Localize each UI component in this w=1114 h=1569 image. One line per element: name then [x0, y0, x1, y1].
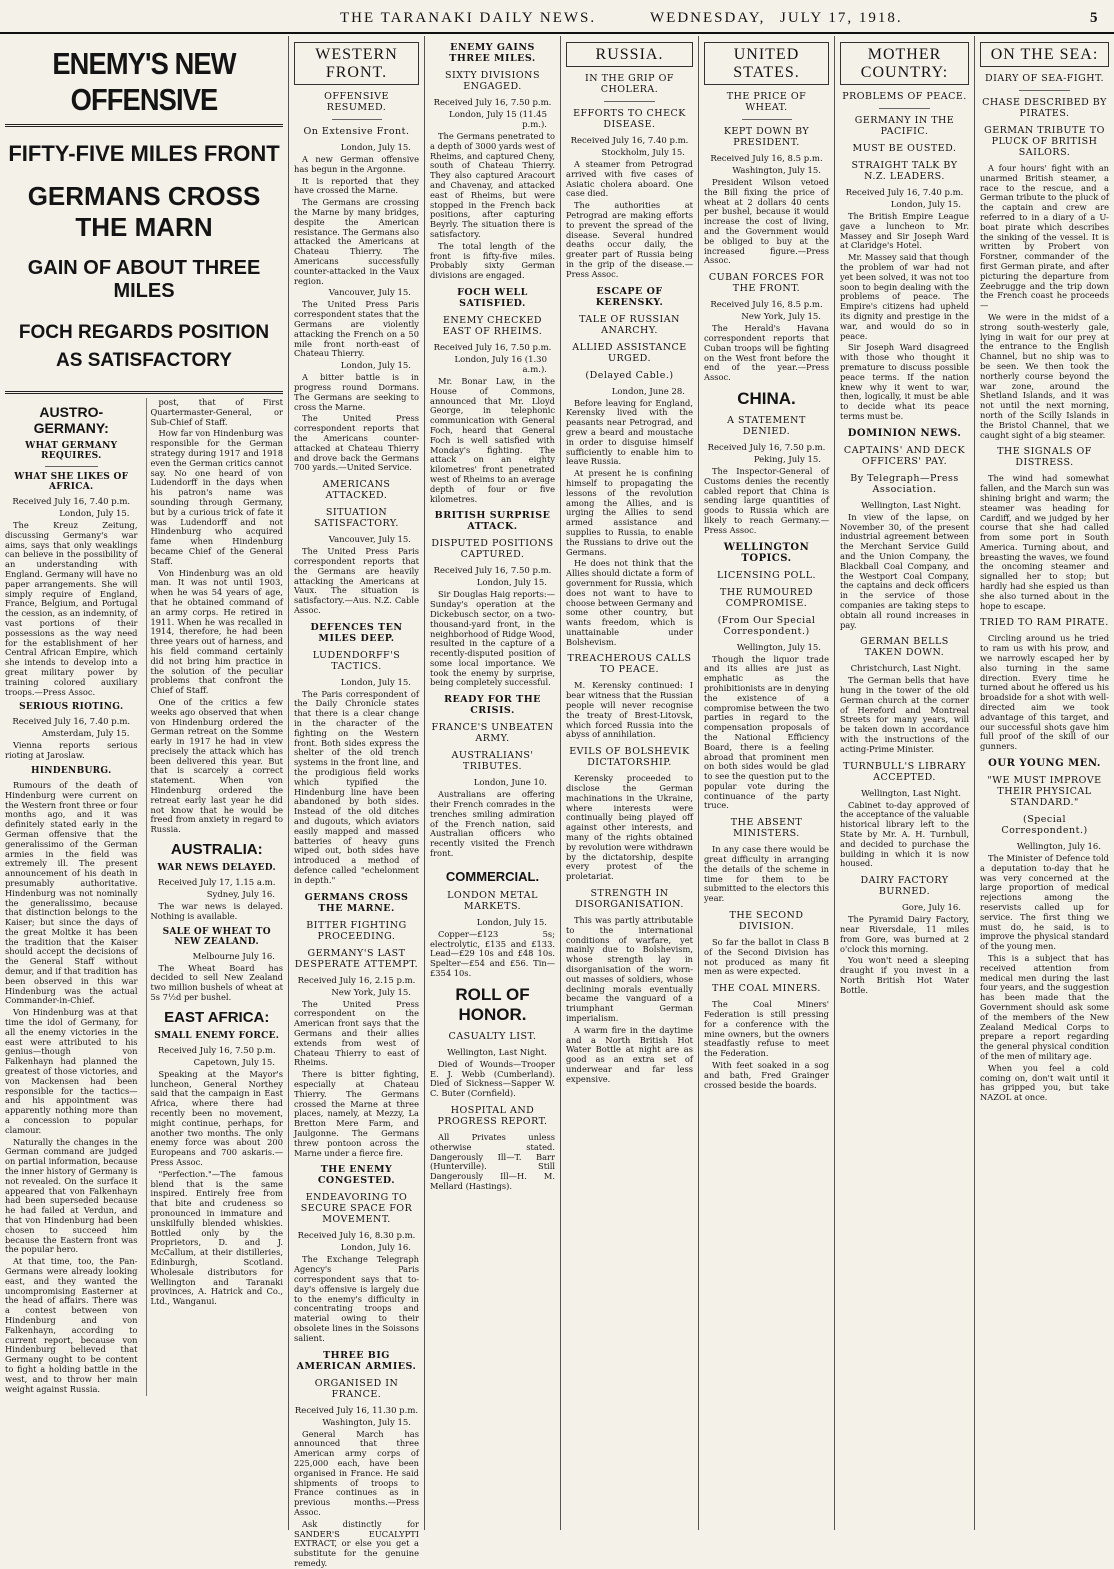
russia-s11: STRENGTH IN DISORGANISATION.	[575, 888, 684, 911]
china-title: CHINA.	[737, 388, 796, 408]
sea-p2: We were in the midst of a strong south-westerly gale, lying in wait for our prey at the entrance to the English Channel, but no ship was to be seen. We then took the northerly course beyond the war zone, around the Shetland Islands, and it was not until the next morning, north of the Scilly Islands in the Bristol Channel, that we caught sight of a big steamer.	[980, 311, 1109, 440]
western-s12: THREE BIG AMERICAN ARMIES.	[296, 1349, 417, 1372]
western-s9: GERMANY'S LAST DESPERATE ATTEMPT.	[294, 947, 419, 970]
russia-s6: (Delayed Cable.)	[585, 369, 674, 381]
coal-miners-head: THE COAL MINERS.	[712, 983, 821, 995]
compromise-head: THE RUMOURED COMPROMISE.	[720, 586, 813, 609]
second-division-head: THE SECOND DIVISION.	[729, 910, 804, 933]
war-news-date: Received July 17, 1.15 a.m.	[158, 878, 276, 889]
riot-head: SERIOUS RIOTING.	[19, 702, 124, 713]
sea-p8: The Minister of Defence told a deputation to-day that he was very concerned at the large proportion of medical rejections among the reservists called up for service. The first thing we must do, he said, is to improve the physical standard of the young men.	[980, 853, 1109, 952]
mother-s4: STRAIGHT TALK BY N.Z. LEADERS.	[851, 160, 958, 182]
russia-p2: The authorities at Petrograd are making efforts to prevent the spread of the disease. Several hundred deaths occur daily, the greater part of Russia being in the grip of the disease.—Press Assoc.	[566, 200, 693, 279]
us-place: Washington, July 15.	[732, 166, 821, 176]
sea-p5: Circling around us he tried to ram us with his prow, and we narrowly escaped her by also turning in the same direction. Every time he turned about he offered us his broadside for a shot with well-directed aim we took advantage of this target, and our successful shots gave him full proof of the skill of our gunners.	[980, 633, 1109, 752]
dairy-factory-place: Gore, July 16.	[901, 903, 961, 914]
war-news-head: WAR NEWS DELAYED.	[157, 863, 276, 874]
hospital-report-head: HOSPITAL AND PROGRESS REPORT.	[437, 1105, 548, 1128]
western-s1: OFFENSIVE RESUMED.	[324, 91, 389, 113]
masthead	[0, 0, 1114, 34]
hot-water-bottle-ad: A warm fire in the daytime and a North British Hot Water Bottle at night are as good as an extra set of underwear and far less expensive.	[566, 1024, 693, 1084]
australia-title: AUSTRALIA:	[170, 841, 263, 859]
russia-s5: ALLIED ASSISTANCE URGED.	[572, 341, 687, 364]
western-date13: Received July 16, 11.30 p.m.	[294, 1405, 419, 1416]
austro-title: AUSTRO-GERMANY:	[33, 404, 109, 436]
mother-s2: GERMANY IN THE PACIFIC.	[854, 115, 955, 137]
enemy-s5: DISPUTED POSITIONS CAPTURED.	[431, 538, 554, 561]
enemy-s1: SIXTY DIVISIONS ENGAGED.	[444, 70, 540, 92]
western-p9: The United Press correspondent on the American front says that the Germans and their allies extends from west of Chateau Thierry to east of Rheims.	[294, 998, 419, 1068]
mother-p7: In view of the lapse, on November 30, of the present industrial agreement between the Merchant Service Guild and the Union Company, the Blackball Coal Company, and the Westport Coal Company, the captains and deck officers in the service of those companies are taking steps to obtain all round increases in pay.	[840, 511, 969, 630]
enemy-p1: The Germans penetrated to a depth of 3000 yards west of Rheims, and captured Cheny, south of Chateau Thierry. They also captured Aracourt and Chavenay, and attacked east of Rheims, but were stopped in the French back positions, after capturing Beyrly. The situation there is satisfactory.	[430, 131, 556, 239]
physical-standard-head: "WE MUST IMPROVE THEIR PHYSICAL STANDARD."	[987, 775, 1102, 809]
captains-pay-head: CAPTAINS' AND DECK OFFICERS' PAY.	[843, 444, 966, 467]
east-africa-sub: SMALL ENEMY FORCE.	[154, 1030, 280, 1041]
china-date: Received July 16, 7.50 p.m.	[707, 442, 826, 453]
us-s3: CUBAN FORCES FOR THE FRONT.	[708, 272, 825, 295]
western-p6: The United Press correspondent reports that the Americans counter-attacked at Chateau Thierry and drove back the Germans 700 yards.—United Service.	[294, 413, 419, 473]
western-s4: SITUATION SATISFACTORY.	[314, 507, 399, 530]
austro2-p3: Von Hindenburg was an old man. It was not until 1903, when he was 54 years of age, that he obtained command of an army corps. He retired in 1911. When he was recalled in 1914, therefore, he had been three years out of harness, and his field command certainly did not bring him practice in the solution of the peculiar problems that confront the Chief of Staff.	[150, 567, 283, 696]
western-place11: London, July 16.	[340, 1243, 411, 1254]
sea-s2: CHASE DESCRIBED BY PIRATES.	[982, 97, 1107, 119]
russia-place6: London, June 28.	[611, 386, 685, 397]
enemy-s6: READY FOR THE CRISIS.	[444, 694, 541, 717]
wheat-sale-place: Melbourne July 16.	[192, 951, 275, 962]
western-p5: A bitter battle is in progress round Dormans. The Germans are seeking to cross the Marne.	[294, 372, 419, 412]
lead-headline-4: GAIN OF ABOUT THREE MILES	[27, 257, 261, 302]
austro-place: London, July 15.	[59, 509, 130, 519]
licensing-poll-head: LICENSING POLL.	[716, 569, 817, 581]
east-africa-place: Capetown, July 15.	[193, 1057, 275, 1068]
china-sub: A STATEMENT DENIED.	[727, 414, 806, 437]
enemy-p8: Australians are offering their French comrades in the trenches smiling admiration of the French nation, said Australian officers who recently visited the French front.	[430, 789, 555, 859]
western-p8: The Paris correspondent of the Daily Chronicle states that there is a clear change in the character of the fighting on the Western front. Both sides express the shelter of the old trench systems in the front line, and the prodigious field works which typified the Hindenburg line have been abandoned by both sides. Instead of the old ditches and dugouts, which aviators easily mapped and massed batteries of heavy guns wiped out, both sides have introduced a method of defence called "echelonment in depth."	[294, 688, 419, 885]
on-the-sea-column	[974, 36, 1114, 1530]
enemy-title: ENEMY GAINS THREE MILES.	[449, 42, 536, 64]
sanders-ad: Ask distinctly for SANDER'S EUCALYPTI EXTRACT, or else you get a substitute for the genuine remedy.	[294, 1518, 419, 1568]
sea-title: ON THE SEA:	[980, 42, 1109, 67]
casualty-list-p: Died of Wounds—Trooper E. J. Webb (Cumberland). Died of Sickness—Sapper W. C. Buter (Cornfield).	[430, 1058, 555, 1099]
enemy-place: London, July 15 (11.45 p.m.).	[449, 110, 547, 130]
by-telegraph: By Telegraph—Press Association.	[850, 472, 959, 495]
lead-headline-3: GERMANS CROSS THE MARN	[27, 181, 261, 242]
hind-p3: Naturally the changes in the German command are judged on partial information, because the inner history of Germany is not revealed. On the surface it appeared that von Falkenhayn had been superseded because he had failed at Verdun, and that von Hindenburg had been chosen to succeed him because the Eastern front was the popular hero.	[5, 1136, 138, 1255]
turnbull-library-place: Wellington, Last Night.	[861, 788, 961, 799]
coal-miners-p: The Coal Miners' Federation is still pressing for a conference with the mine owners, but the owners steadfastly refuse to meet the Federation.	[704, 999, 829, 1059]
us-date3: Received July 16, 8.5 p.m.	[710, 300, 823, 311]
german-bells-p: The German bells that have hung in the tower of the old German church at the corner of Hereford and Montreal Streets for many years, will be taken down in accordance with the instructions of the acting-Prime Minister.	[840, 675, 969, 754]
riot-p: Vienna reports serious rioting at Jaroslaw.	[5, 740, 138, 761]
western-p3: The Germans are crossing the Marne by many bridges, despite the American resistance. The Germans also attacked the Americans at Chateau Thierry. The Americans successfully counter-attacked in the Vaux region.	[294, 197, 419, 286]
enemy-date: Received July 16, 7.50 p.m.	[433, 98, 552, 108]
us-p13: With feet soaked in a sog and bath, Fred Grainger crossed beside the boards.	[704, 1060, 829, 1090]
russia-p7: At present he is confining himself to propagating the lessons of the revolution among the Allies, and is urging the Allies to send armed assistance and supplies to Russia, to enable the Russians to drive out the Germans.	[566, 468, 693, 557]
enemy-s3: ENEMY CHECKED EAST OF RHEIMS.	[442, 314, 543, 337]
east-africa-p: Speaking at the Mayor's luncheon, General Northey said that the campaign in East Africa, where there had recently been no movement, might continue, perhaps, for another two months. The only enemy force was about 200 Europeans and 700 askaris.—Press Assoc.	[150, 1068, 283, 1168]
lead-headline-1: ENEMY'S NEW OFFENSIVE	[52, 46, 236, 117]
masthead-date: JULY 17, 1918.	[780, 10, 903, 26]
special-correspondent: (From Our Special Correspondent.)	[717, 614, 816, 637]
western-place3: London, July 15.	[340, 361, 411, 372]
hind-p4: At that time, too, the Pan-Germans were already looking east, and they wanted the uncompromising Easterner at the head of affairs. There was a contest between von Hindenburg and von Falkenhayn, according to current report, because von Hindenburg believed that Germany ought to be content to fight a holding battle in the west, and to throw her main weight against Russia.	[5, 1256, 138, 1394]
us-s1: THE PRICE OF WHEAT.	[726, 91, 807, 113]
mother-s1: PROBLEMS OF PEACE.	[842, 91, 967, 102]
mother-place7: Wellington, Last Night.	[861, 500, 961, 511]
absent-ministers-head: THE ABSENT MINISTERS.	[730, 817, 803, 840]
austro2-p2: How far von Hindenburg was responsible for the German strategy during 1917 and 1918 even the German critics cannot say. No one heard of von Ludendorff in the days when his patron's name was sounding through Germany, but by a curious trick of fate it was Ludendorff and not Hindenburg who acquired fame when Hindenburg became Chief of the General Staff.	[150, 428, 283, 566]
western-p4: The United Press Paris correspondent states that the Germans are violently attacking the French on a 50 mile front north-east of Chateau Thierry.	[294, 299, 419, 359]
masthead-day: WEDNESDAY,	[650, 10, 766, 26]
russia-s10: EVILS OF BOLSHEVIK DICTATORSHIP.	[569, 746, 690, 769]
lead-headline-2: FIFTY-FIVE MILES FRONT	[8, 141, 280, 166]
wheat-sale-p: The Wheat Board has decided to sell New Zealand two million bushels of wheat at 5s 7½d per bushel.	[150, 962, 283, 1003]
mother-p2: Mr. Massey said that though the problem of war had not yet been solved, it was not too soon to begin dealing with the problems of peace. The Empire's citizens had upheld its dignity and prestige in the war, and would do so in peace.	[840, 252, 969, 341]
western-p7: The United Press Paris correspondent reports that the Germans are heavily attacking the Americans at Vaux. The situation is satisfactory.—Aus. N.Z. Cable Assoc.	[294, 546, 419, 615]
enemy-s8: AUSTRALIANS' TRIBUTES.	[451, 750, 534, 773]
russia-column	[560, 36, 698, 1530]
us-s2: KEPT DOWN BY PRESIDENT.	[723, 126, 810, 148]
sea-s1: DIARY OF SEA-FIGHT.	[985, 73, 1104, 84]
whisky-ad: "Perfection."—The famous blend that is the same inspired. Entirely free from that bite and crudeness so pronounced in immature and unskilfully blended whiskies. Bottled only by the Proprietors, D. and J. McCallum, at their distilleries, Edinburgh, Scotland. Wholesale distributors for Wellington and Taranaki provinces, A. Hatrick and Co., Ltd., Wanganui.	[150, 1168, 283, 1307]
distress-head: THE SIGNALS OF DISTRESS.	[997, 446, 1092, 469]
german-bells-head: GERMAN BELLS TAKEN DOWN.	[860, 636, 949, 659]
western-s5: DEFENCES TEN MILES DEEP.	[310, 621, 403, 644]
russia-title: RUSSIA.	[566, 42, 693, 67]
us-date: Received July 16, 8.5 p.m.	[710, 154, 823, 164]
mother-country-column	[834, 36, 974, 1530]
commercial-title: COMMERCIAL.	[445, 868, 540, 884]
western-date11: Received July 16, 8.30 p.m.	[297, 1231, 416, 1242]
western-place2: Vancouver, July 15.	[328, 288, 411, 299]
western-front-column	[288, 36, 424, 1568]
east-africa-date: Received July 16, 7.50 p.m.	[157, 1045, 276, 1056]
russia-p6: Before leaving for England, Kerensky lived with the peasants near Petrograd, and grew a beard and moustache in order to disguise himself sufficiently to enable him to leave Russia.	[566, 397, 693, 467]
united-states-column	[698, 36, 834, 1530]
young-men-title: OUR YOUNG MEN.	[988, 758, 1101, 770]
austro-article-cont	[146, 398, 284, 1396]
metal-markets-p: Copper—£123 5s; electrolytic, £135 and £133. Lead—£29 10s and £48 10s. Spelter—£54 and £56. Tin—£354 10s.	[430, 928, 555, 979]
casualty-list-head: CASUALTY LIST.	[448, 1030, 537, 1042]
western-title: WESTERN FRONT.	[294, 42, 419, 85]
war-news-place: Sydney, July 16.	[206, 890, 275, 901]
enemy-s4: BRITISH SURPRISE ATTACK.	[434, 510, 551, 533]
austro2-p4: One of the critics a few weeks ago observed that when von Hindenburg ordered the German retreat on the Somme early in 1917 he had in view precisely the attack which has been delivered this year. But that is scarcely a correct statement. When von Hindenburg ordered the retreat early last year he did not know that he would be freed from anxiety in regard to Russia.	[150, 696, 283, 835]
western-s6: LUDENDORFF'S TACTICS.	[312, 649, 401, 672]
dairy-factory-head: DAIRY FACTORY BURNED.	[860, 875, 949, 898]
austro2-p1: post, that of First Quartermaster-General, or Sub-Chief of Staff.	[150, 397, 283, 427]
enemy-place3: London, July 16 (1.30 a.m.).	[454, 354, 547, 375]
austro-article	[5, 398, 138, 1396]
enemy-s7: FRANCE'S UNBEATEN ARMY.	[431, 722, 554, 745]
china-place: Peking, July 15.	[753, 454, 821, 465]
mother-p3: Sir Joseph Ward disagreed with those who thought it premature to discuss possible peace terms. If the nation knew why it went to war, then, logically, it must be able to decide what its peace terms must be.	[840, 342, 969, 421]
casualty-list-place: Wellington, Last Night.	[447, 1047, 547, 1058]
mother-title: MOTHER COUNTRY:	[840, 42, 969, 85]
western-place9: New York, July 15.	[331, 987, 411, 998]
sea-p1: A four hours' fight with an unarmed British steamer, a race to the rescue, and a German tribute to the pluck of the captain and crew are referred to in a diary of a U-boat pirate which describes the sinking of the vessel. It is written by Probert von Forstner, commander of the first German pirate, and after picturing the departure from Zeebrugge and the trip down the French coast he proceeds—	[980, 163, 1109, 311]
russia-s3: ESCAPE OF KERENSKY.	[595, 285, 664, 308]
enemy-p2: The total length of the front is fifty-five miles. Probably sixty German divisions are engaged.	[430, 240, 555, 281]
russia-date: Received July 16, 7.40 p.m.	[570, 136, 689, 146]
western-place1: London, July 15.	[340, 143, 411, 153]
western-place4: Vancouver, July 15.	[328, 535, 411, 546]
us-p1: President Wilson vetoed the Bill fixing the price of wheat at 2 dollars 40 cents per bushel, because it would increase the cost of living, and the Government would be obliged to buy at the increased figure.—Press Assoc.	[704, 177, 829, 266]
riot-date: Received July 16, 7.40 p.m.	[12, 717, 131, 728]
russia-s1: IN THE GRIP OF CHOLERA.	[585, 73, 674, 95]
riot-place: Amsterdam, July 15.	[41, 729, 130, 740]
western-s7: GERMANS CROSS THE MARNE.	[304, 891, 409, 914]
sea-place8: Wellington, July 16.	[1016, 842, 1101, 853]
russia-place: Stockholm, July 15.	[601, 148, 685, 158]
western-s2: On Extensive Front.	[303, 126, 410, 137]
hind-p2: Von Hindenburg was at that time the idol of Germany, for all the enemy victories in the east were attributed to his genius—though von Falkenhayn had planned the greatest of those victories, and von Mackensen had been responsible for the tactics—and his appointment was apparently nothing more than a concession to popular clamour.	[5, 1007, 138, 1135]
western-s3: AMERICANS ATTACKED.	[322, 479, 391, 502]
lead-headline-5: FOCH REGARDS POSITION AS SATISFACTORY	[18, 322, 270, 371]
russia-p1: A steamer from Petrograd arrived with five cases of Asiatic cholera aboard. One case died.	[566, 159, 693, 199]
enemy-date5: Received July 16, 7.50 p.m.	[433, 566, 552, 577]
russia-s9: TREACHEROUS CALLS TO PEACE.	[567, 653, 692, 676]
enemy-p5: Sir Douglas Haig reports:—Sunday's operation at the Dickebusch sector, on a two-thousand-yard front, in the neighborhood of Ridge Wood, resulted in the capture of a recently-disputed position of some local importance. We took the enemy by surprise, being completely successful.	[430, 589, 555, 688]
western-s13: ORGANISED IN FRANCE.	[314, 1377, 399, 1400]
german-bells-place: Christchurch, Last Night.	[850, 664, 961, 675]
austro-sub2: WHAT SHE LIKES OF AFRICA.	[14, 472, 129, 492]
western-p11: The Exchange Telegraph Agency's Paris correspondent says that to-day's offensive is largely due to the enemy's difficulty in concentrating troops and material owing to their obsolete lines in the Soissons salient.	[294, 1254, 419, 1343]
second-division-p: So far the ballot in Class B of the Second Division has not produced as many fit men as were expected.	[704, 937, 829, 977]
enemy-date3: Received July 16, 7.50 p.m.	[433, 342, 552, 353]
lead-column	[0, 36, 288, 1530]
sea-s3: GERMAN TRIBUTE TO PLUCK OF BRITISH SAILORS.	[984, 125, 1105, 158]
turnbull-library-head: TURNBULL'S LIBRARY ACCEPTED.	[843, 760, 966, 783]
mother-s3: MUST BE OUSTED.	[852, 143, 957, 154]
western-p10: There is bitter fighting, especially at Chateau Thierry. The Germans crossed the Marne at three places, namely, at Mezzy, La Bretton Mere Farm, and Jaulgonne. The Germans threw pontoon across the Marne under a fierce fire.	[294, 1069, 419, 1158]
us-p9: Though the liquor trade and its allies are just as emphatic as the prohibitionists are in denying the existence of a compromise between the two parties in regard to the compensation proposals of the National Efficiency Board, there is a feeling abroad that prominent men on both sides would be glad to see the question put to the popular vote during the continuance of the party truce.	[704, 653, 829, 811]
sea-special-correspondent: (Special Correspondent.)	[1001, 814, 1088, 837]
western-s8: BITTER FIGHTING PROCEEDING.	[306, 919, 407, 942]
russia-p11: This was partly attributable to the international conditions of warfare, yet mainly due to Bolshevism, whose strength lay in disorganisation of the worn-out masses of soldiers, whose declining morals eventually became the vanguard of a triumphant German imperialism.	[566, 915, 693, 1023]
enemy-place5: London, July 15.	[476, 578, 547, 589]
us-place9: Wellington, July 15.	[736, 642, 821, 653]
page-number: 5	[1090, 10, 1100, 26]
us-p3: The Herald's Havana correspondent reports that Cuban troops will be fighting on the West front before the end of the year.—Press Assoc.	[704, 323, 829, 383]
turnbull-library-p: Cabinet to-day approved of the acceptance of the valuable historical library left to the State by Mr. A. H. Turnbull, and decided to purchase the building in which it is now housed.	[840, 799, 969, 869]
russia-s4: TALE OF RUSSIAN ANARCHY.	[579, 313, 680, 336]
masthead-title: THE TARANAKI DAILY NEWS.	[340, 10, 597, 26]
us-place3: New York, July 15.	[741, 312, 821, 323]
russia-p9: M. Kerensky continued: I bear witness that the Russian people will never recognise the treaty of Brest-Litovsk, which forced Russia into the abyss of annihilation.	[566, 680, 693, 740]
us-title: UNITED STATES.	[704, 42, 829, 85]
western-s10: THE ENEMY CONGESTED.	[317, 1164, 396, 1187]
enemy-p3: Mr. Bonar Law, in the House of Commons, announced that Mr. Lloyd George, in telephonic communication with General Foch, heard that General Foch is well satisfied with Monday's fighting. The attack on an eighty kilometres' front penetrated west of Rheims to an average depth of four or five kilometres.	[430, 375, 555, 504]
russia-p8: He does not think that the Allies should dictate a form of government for Russia, which does not want to have to choose between Germany and some other country, but wants freedom, which is unattainable under Bolshevism.	[566, 558, 693, 647]
mother-date: Received July 16, 7.40 p.m.	[845, 188, 964, 198]
enemy-place8: London, June 10.	[473, 778, 547, 789]
roll-of-honor-title: ROLL OF HONOR.	[455, 984, 530, 1024]
mother-place: London, July 15.	[890, 200, 961, 210]
wheat-sale-head: SALE OF WHEAT TO NEW ZEALAND.	[162, 926, 271, 947]
dominion-news-title: DOMINION NEWS.	[847, 427, 962, 439]
metal-markets-head: LONDON METAL MARKETS.	[447, 889, 538, 912]
hind-head: HINDENBURG.	[30, 765, 112, 776]
nazol-ad: When you feel a cold coming on, don't wait until it has gripped you, but take NAZOL at once.	[980, 1062, 1109, 1103]
western-place13: Washington, July 15.	[322, 1417, 411, 1428]
metal-markets-place: London, July 15.	[476, 917, 547, 928]
sea-p4: The wind had somewhat fallen, and the March sun was shining bright and warm; the steamer was heading for Cardiff, and we judged by her course that she had called from some port in South America. Turning about, and breasting the waves, we found the oncoming steamer and signalled her to stop; but hardly had she espied us than she also turned about in the hope to escape.	[980, 473, 1109, 611]
ram-pirate-head: TRIED TO RAM PIRATE.	[980, 617, 1109, 629]
sleeping-draught-ad: You won't need a sleeping draught if you invest in a North British Hot Water Bottle.	[840, 955, 969, 995]
absent-ministers-p: In any case there would be great difficulty in arranging the details of the scheme in time for them to be submitted to the electors this year.	[704, 844, 829, 904]
dairy-factory-p: The Pyramid Dairy Factory, near Riversdale, 11 miles from Gore, was burned at 2 o'clock this morning.	[840, 914, 969, 954]
austro-p1: The Kreuz Zeitung, discussing Germany's war aims, says that only weaklings can believe in the possibility of an understanding with England. Germany will have no paper arrangements. She will simply require of England, France, Belgium, and Portugal the cession, as an indemnity, of vast portions of their possessions as the way need for the establishment of her Central African Empire, which she intends to develop into a great military power by training colored auxiliary troops.—Press Assoc.	[5, 520, 138, 697]
hospital-report-p: All Privates unless otherwise stated. Dangerously Ill—T. Barr (Hunterville). Still Dangerously Ill—H. M. Mellard (Hastings).	[430, 1132, 555, 1192]
western-p13: General March has announced that three American army corps of 225,000 each, have been organised in France. He said shipments of troops to France continues as in previous months.—Press Assoc.	[294, 1428, 419, 1517]
western-p2: It is reported that they have crossed the Marne.	[294, 175, 419, 196]
russia-p10: Kerensky proceeded to disclose the German machinations in the Ukraine, where interests were continually being played off against other interests, and many of the rights obtained by revolution were withdrawn by the dictatorship, despite every protest of the proletariat.	[566, 773, 693, 882]
wellington-topics-title: WELLINGTON TOPICS.	[723, 541, 810, 564]
hind-p1: Rumours of the death of Hindenburg were current on the Western front three or four months ago, and it was definitely stated early in the German offensive that the generalissimo of the German armies in the field was extremely ill. The present announcement of his death in presumably authoritative. Hindenburg was not nominally the generalissimo, because that distinction belongs to the Kaiser; but since the days of the great Moltke it has been the tradition that the Kaiser should accept the decisions of the General Staff without demur, and if that tradition has been observed in this war Hindenburg was the actual Commander-in-Chief.	[5, 779, 138, 1006]
enemy-gains-column	[424, 36, 560, 1530]
western-p1: A new German offensive has begun in the Argonne.	[294, 154, 419, 174]
austro-sub1: WHAT GERMANY REQUIRES.	[25, 441, 118, 461]
western-date9: Received July 16, 2.15 p.m.	[297, 975, 416, 986]
enemy-s2: FOCH WELL SATISFIED.	[457, 286, 528, 309]
east-africa-title: EAST AFRICA:	[164, 1008, 270, 1026]
sea-p9: This is a subject that has received attention from medical men during the last four years, and the suggestion has been made that the Government should ask some of the members of the New Zealand Medical Corps to prepare a report regarding the general physical condition of the men of military age.	[980, 953, 1109, 1061]
russia-s2: EFFORTS TO CHECK DISEASE.	[573, 108, 686, 130]
austro-date: Received July 16, 7.40 p.m.	[12, 497, 131, 507]
war-news-p: The war news is delayed. Nothing is available.	[150, 901, 283, 921]
western-s11: ENDEAVORING TO SECURE SPACE FOR MOVEMENT.	[300, 1192, 413, 1226]
western-place5: London, July 15.	[340, 677, 411, 688]
mother-p1: The British Empire League gave a luncheon to Mr. Massey and Sir Joseph Ward at Claridge's Hotel.	[840, 211, 969, 251]
china-p: The Inspector-General of Customs denies the recently cabled report that China is sending large quantities of goods to Russia which are likely to reach Germany.—Press Assoc.	[704, 465, 829, 535]
